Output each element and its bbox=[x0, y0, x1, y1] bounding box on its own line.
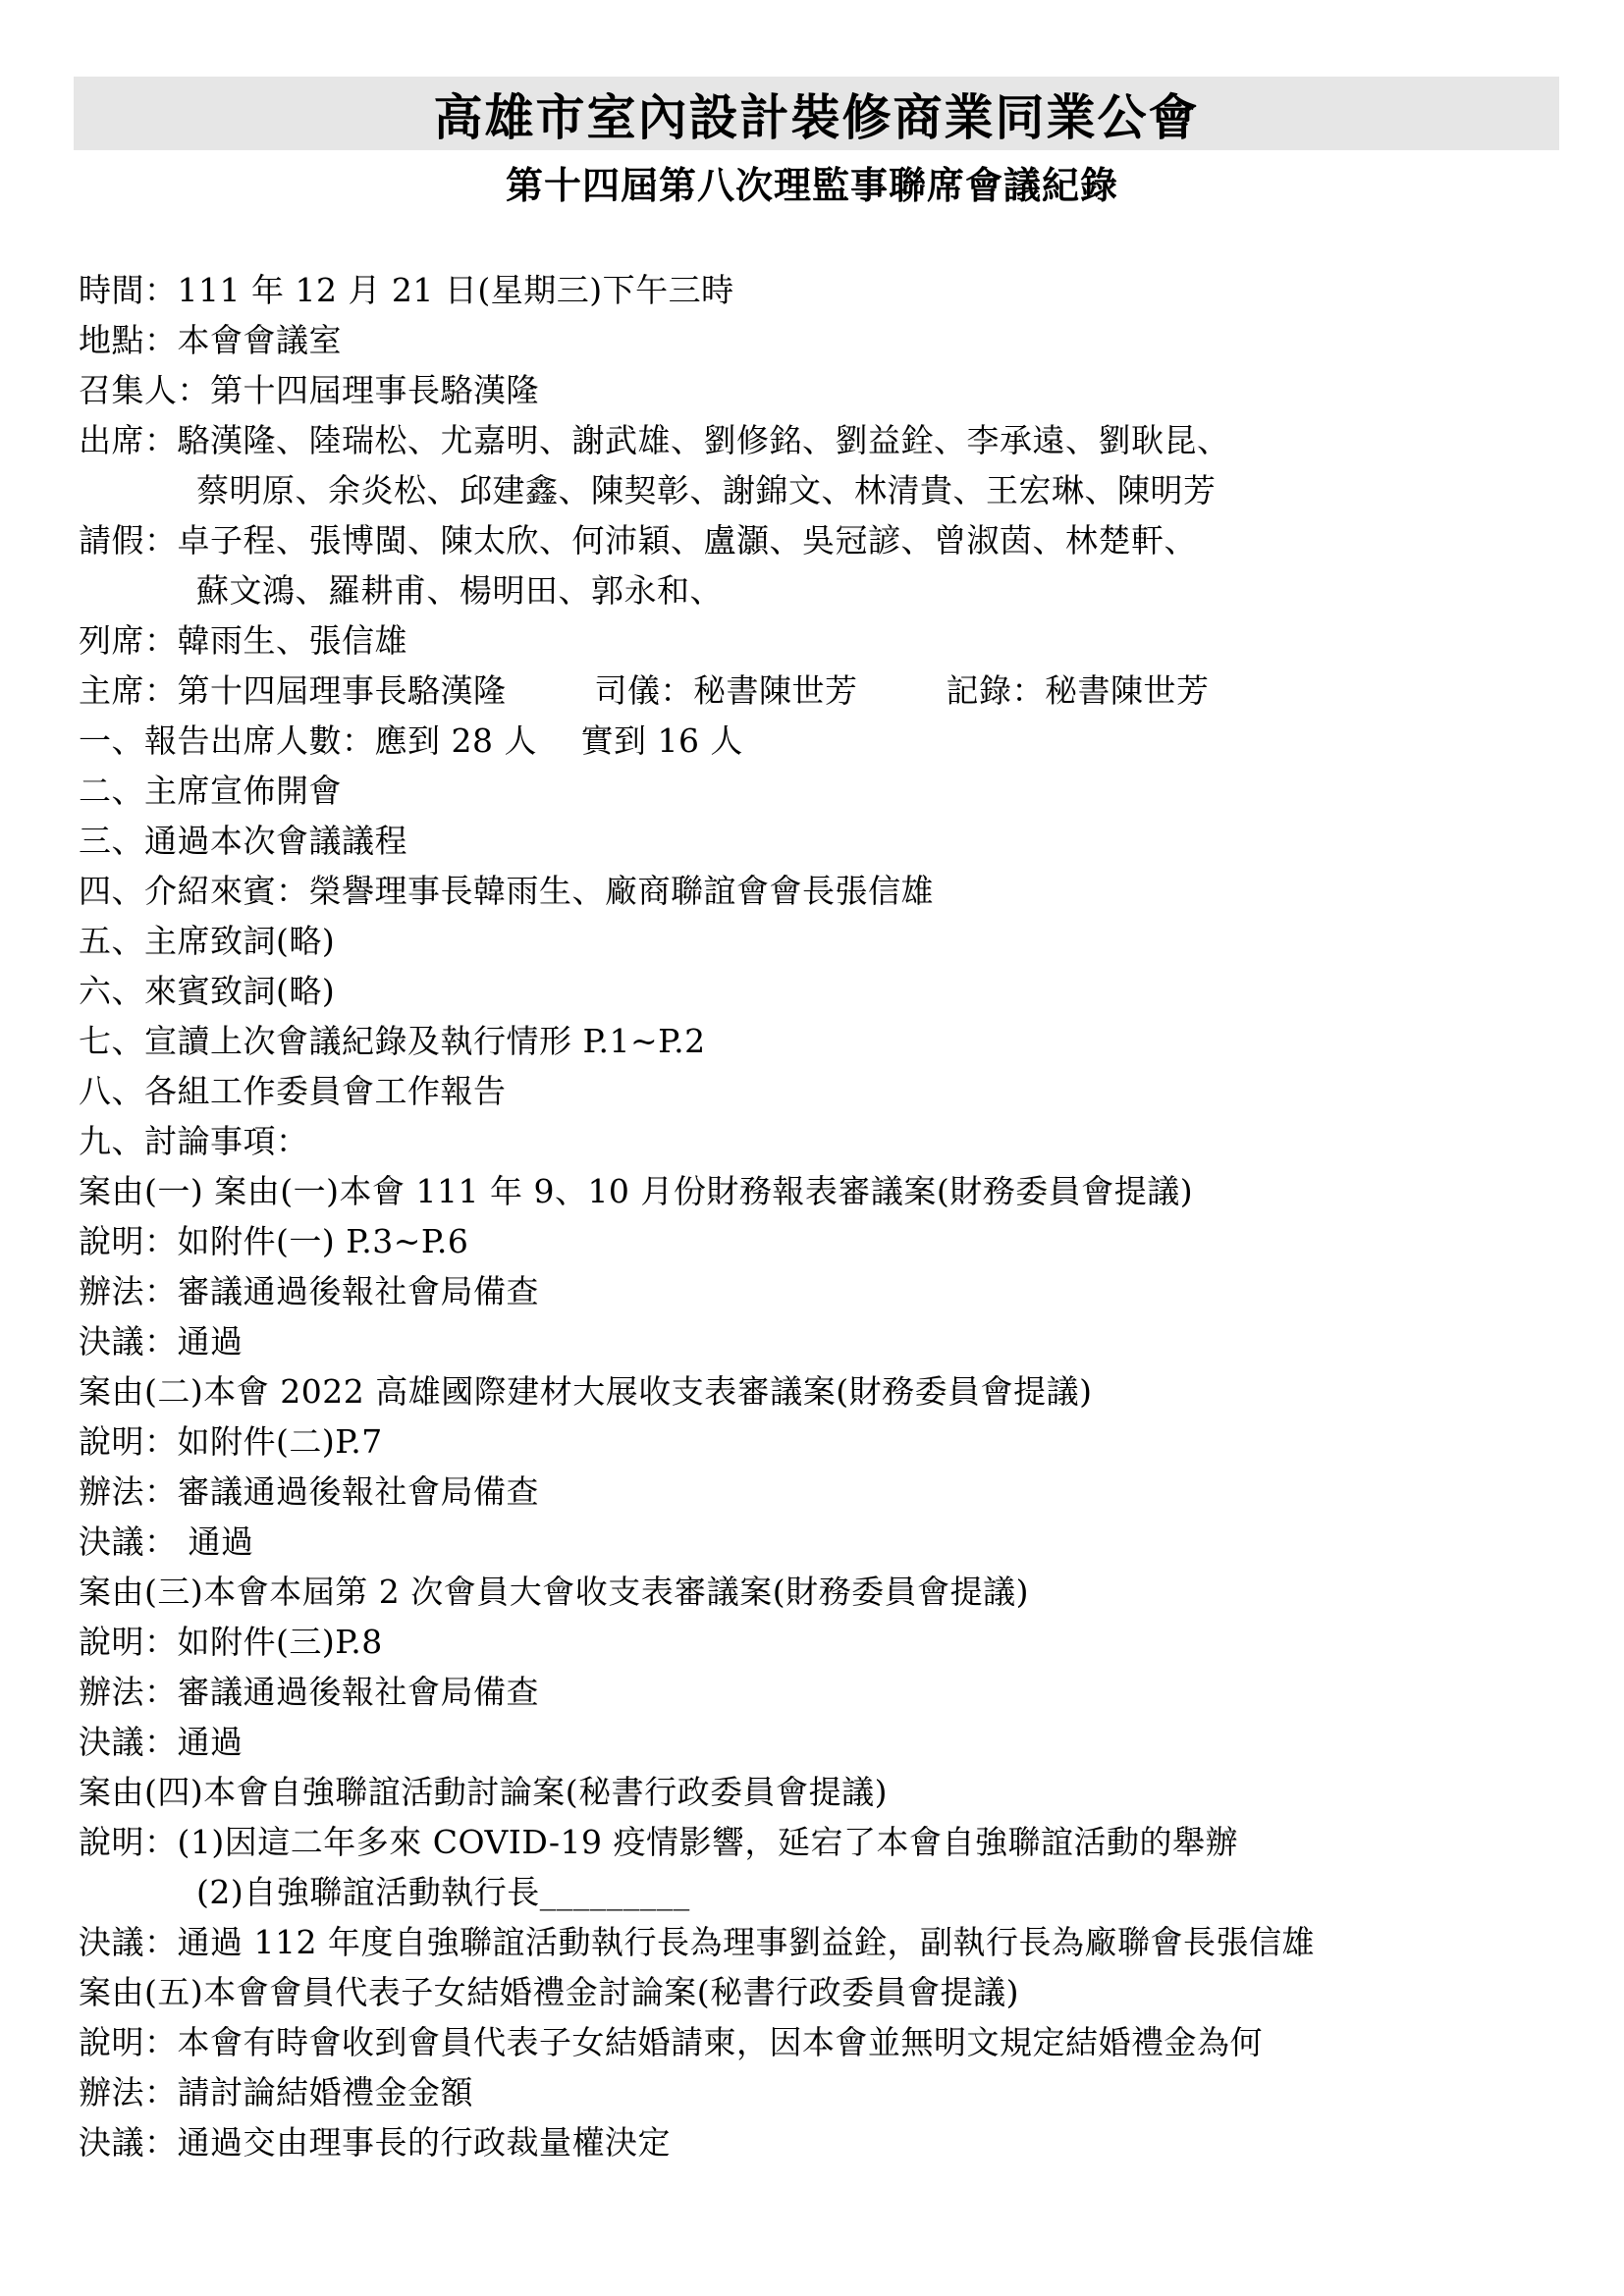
case-5-subject: 案由(五)本會會員代表子女結婚禮金討論案(秘書行政委員會提議) bbox=[79, 1973, 1019, 2011]
case-1-resolution: 決議：通過 bbox=[79, 1322, 244, 1361]
case-1-subject: 案由(一) 案由(一)本會 111 年 9、10 月份財務報表審議案(財務委員會提議) bbox=[79, 1172, 1194, 1210]
meeting-time: 時間：111 年 12 月 21 日(星期三)下午三時 bbox=[79, 271, 734, 309]
agenda-item-5: 五、主席致詞(略) bbox=[79, 922, 336, 960]
absentees-line-1: 請假：卓子程、張博閩、陳太欣、何沛穎、盧灝、吳冠諺、曾淑茵、林楚軒、 bbox=[79, 521, 1197, 560]
meeting-recorder: 記錄：秘書陳世芳 bbox=[946, 671, 1210, 710]
attendees-line-2: 蔡明原、余炎松、邱建鑫、陳契彰、謝錦文、林清貴、王宏琳、陳明芳 bbox=[196, 471, 1217, 509]
meeting-convener: 召集人：第十四屆理事長駱漢隆 bbox=[79, 371, 539, 409]
agenda-item-2: 二、主席宣佈開會 bbox=[79, 772, 342, 810]
observers: 列席：韓雨生、張信雄 bbox=[79, 621, 407, 660]
chair-host-recorder-row bbox=[79, 666, 1581, 716]
case-3-subject: 案由(三)本會本屆第 2 次會員大會收支表審議案(財務委員會提議) bbox=[79, 1573, 1029, 1611]
case-2-method: 辦法：審議通過後報社會局備查 bbox=[79, 1472, 539, 1511]
minutes-body bbox=[79, 265, 1581, 2167]
meeting-host: 司儀：秘書陳世芳 bbox=[594, 671, 858, 710]
agenda-item-7: 七、宣讀上次會議紀錄及執行情形 P.1~P.2 bbox=[79, 1022, 706, 1060]
absentees-line-2: 蘇文鴻、羅耕甫、楊明田、郭永和、 bbox=[196, 571, 723, 610]
case-2-subject: 案由(二)本會 2022 高雄國際建材大展收支表審議案(財務委員會提議) bbox=[79, 1372, 1093, 1411]
attendees-line-1: 出席：駱漢隆、陸瑞松、尤嘉明、謝武雄、劉修銘、劉益銓、李承遠、劉耿昆、 bbox=[79, 421, 1230, 459]
case-1-method: 辦法：審議通過後報社會局備查 bbox=[79, 1272, 539, 1310]
agenda-item-3: 三、通過本次會議議程 bbox=[79, 822, 407, 860]
agenda-item-6: 六、來賓致詞(略) bbox=[79, 972, 336, 1010]
meeting-location: 地點：本會會議室 bbox=[79, 321, 342, 359]
document-subtitle: 第十四屆第八次理監事聯席會議紀錄 bbox=[505, 163, 1118, 207]
case-4-subject: 案由(四)本會自強聯誼活動討論案(秘書行政委員會提議) bbox=[79, 1773, 888, 1811]
meeting-chair: 主席：第十四屆理事長駱漢隆 bbox=[79, 671, 507, 710]
case-4-resolution: 決議：通過 112 年度自強聯誼活動執行長為理事劉益銓，副執行長為廠聯會長張信雄 bbox=[79, 1923, 1315, 1961]
agenda-item-8: 八、各組工作委員會工作報告 bbox=[79, 1072, 507, 1110]
agenda-item-9: 九、討論事項： bbox=[79, 1122, 309, 1160]
case-5-method: 辦法：請討論結婚禮金金額 bbox=[79, 2073, 473, 2111]
case-2-explanation: 說明：如附件(二)P.7 bbox=[79, 1422, 383, 1461]
case-5-explanation: 說明：本會有時會收到會員代表子女結婚請柬，因本會並無明文規定結婚禮金為何 bbox=[79, 2023, 1263, 2061]
agenda-item-4: 四、介紹來賓：榮譽理事長韓雨生、廠商聯誼會會長張信雄 bbox=[79, 872, 934, 910]
case-2-resolution: 決議： 通過 bbox=[79, 1522, 254, 1561]
case-4-explanation-2: (2)自強聯誼活動執行長_________ bbox=[196, 1873, 690, 1911]
case-5-resolution: 決議：通過交由理事長的行政裁量權決定 bbox=[79, 2123, 671, 2162]
case-4-explanation-1: 說明：(1)因這二年多來 COVID-19 疫情影響，延宕了本會自強聯誼活動的舉辦 bbox=[79, 1823, 1239, 1861]
case-3-method: 辦法：審議通過後報社會局備查 bbox=[79, 1673, 539, 1711]
case-3-resolution: 決議：通過 bbox=[79, 1723, 244, 1761]
document-title: 高雄市室內設計裝修商業同業公會 bbox=[433, 87, 1200, 146]
case-3-explanation: 說明：如附件(三)P.8 bbox=[79, 1623, 383, 1661]
agenda-item-1: 一、報告出席人數：應到 28 人 實到 16 人 bbox=[79, 721, 743, 760]
case-1-explanation: 說明：如附件(一) P.3~P.6 bbox=[79, 1222, 469, 1260]
title-banner bbox=[74, 77, 1559, 150]
